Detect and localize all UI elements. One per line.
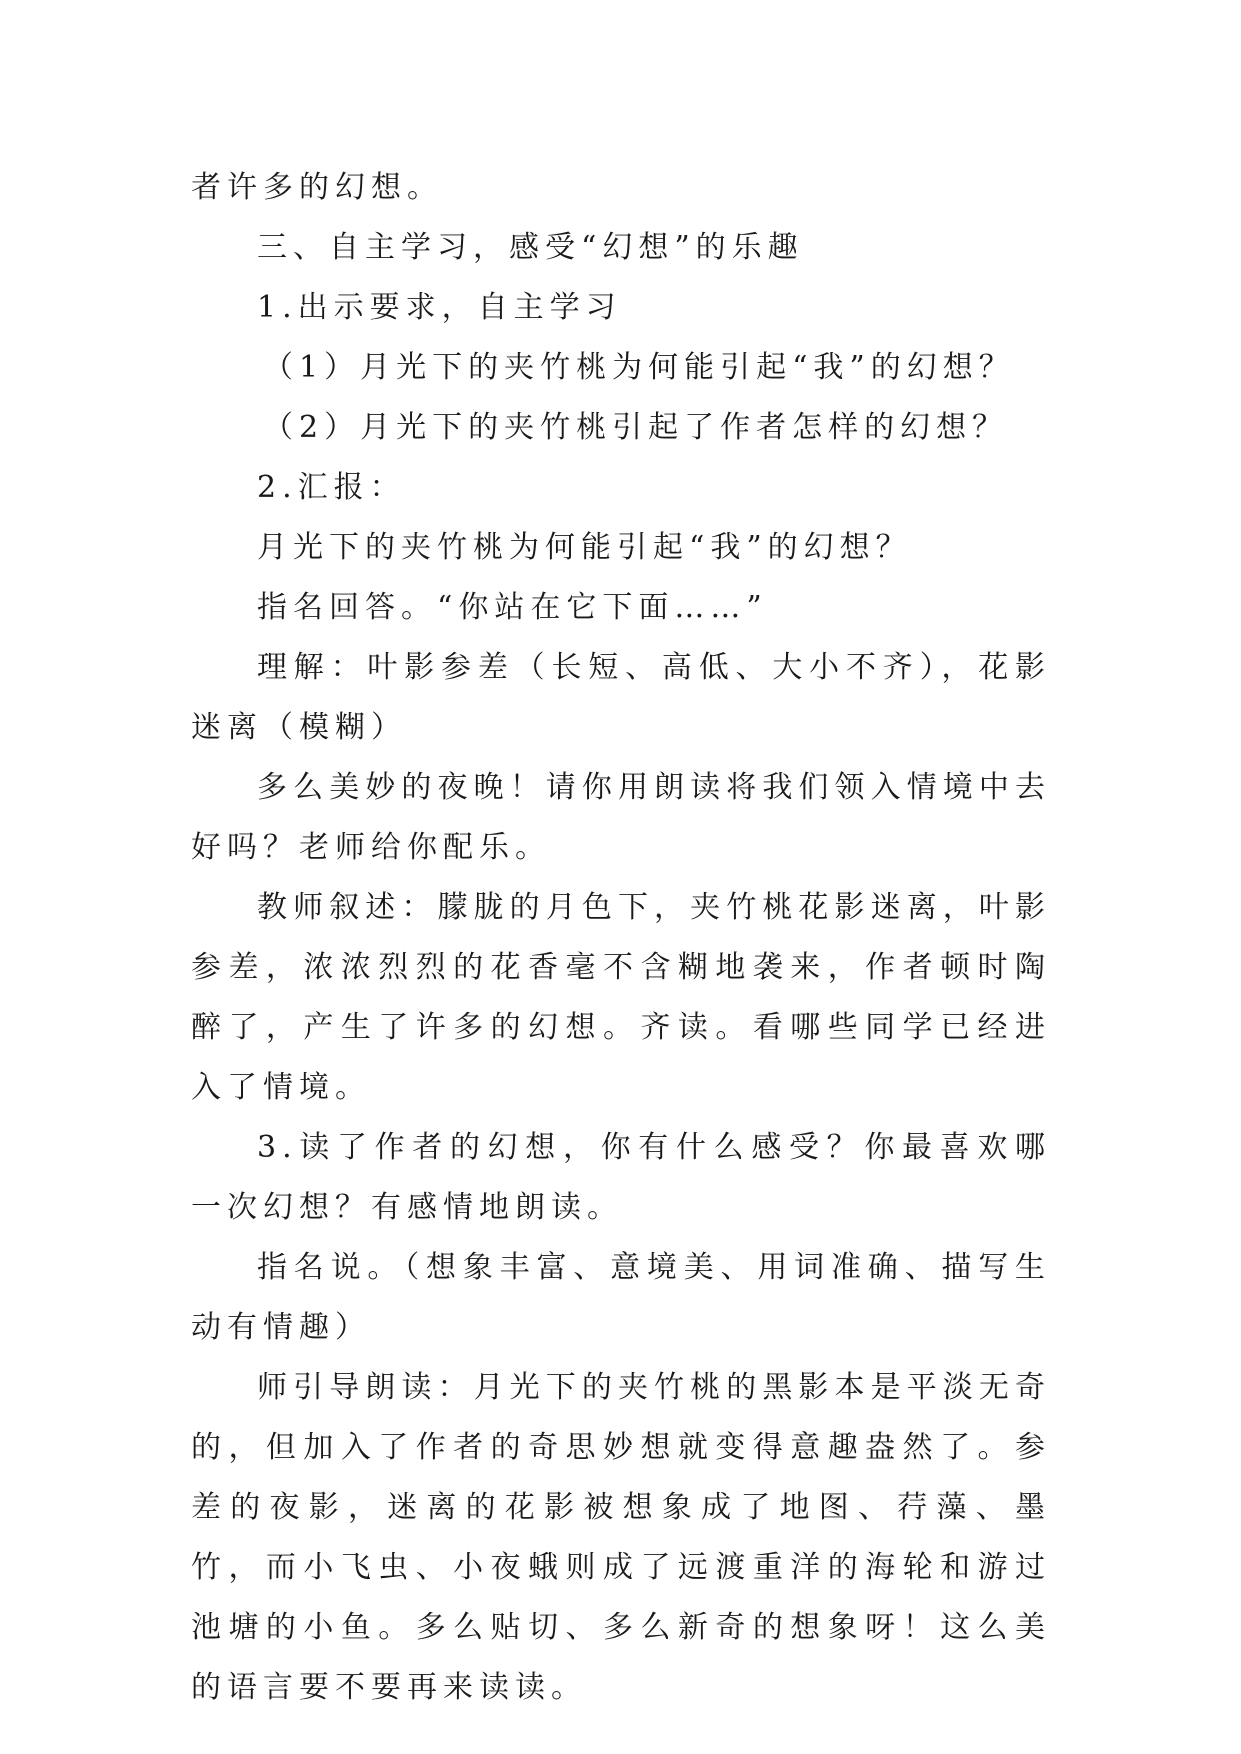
- paragraph: 教师叙述：朦胧的月色下，夹竹桃花影迷离，叶影参差，浓浓烈烈的花香毫不含糊地袭来，作者顿时陶醉了，产生了许多的幻想。齐读。看哪些同学已经进入了情境。: [191, 890, 1051, 1105]
- paragraph: 理解：叶影参差（长短、高低、大小不齐），花影迷离（模糊）: [191, 650, 1051, 745]
- paragraph: 指名说。（想象丰富、意境美、用词准确、描写生动有情趣）: [191, 1250, 1051, 1345]
- step-heading: 3.读了作者的幻想，你有什么感受？你最喜欢哪一次幻想？有感情地朗读。: [191, 1130, 1051, 1225]
- section-heading: 三、自主学习，感受“幻想”的乐趣: [257, 230, 804, 265]
- paragraph: 多么美妙的夜晚！请你用朗读将我们领入情境中去好吗？老师给你配乐。: [191, 770, 1051, 865]
- paragraph: 月光下的夹竹桃为何能引起“我”的幻想？: [257, 530, 912, 565]
- step-heading: 2.汇报：: [257, 470, 406, 505]
- paragraph: 师引导朗读：月光下的夹竹桃的黑影本是平淡无奇的，但加入了作者的奇思妙想就变得意趣盎然了。参差的夜影，迷离的花影被想象成了地图、荇藻、墨竹，而小飞虫、小夜蛾则成了远渡重洋的海轮和游过池塘的小鱼。多么贴切、多么新奇的想象呀！这么美的语言要不要再来读读。: [191, 1370, 1051, 1705]
- question-item: （1）月光下的夹竹桃为何能引起“我”的幻想？: [263, 350, 1015, 385]
- question-item: （2）月光下的夹竹桃引起了作者怎样的幻想？: [263, 410, 1009, 445]
- paragraph: 者许多的幻想。: [191, 170, 443, 205]
- document-body: [191, 158, 1051, 1718]
- paragraph: 指名回答。“你站在它下面……”: [257, 590, 768, 625]
- step-heading: 1.出示要求，自主学习: [257, 290, 622, 325]
